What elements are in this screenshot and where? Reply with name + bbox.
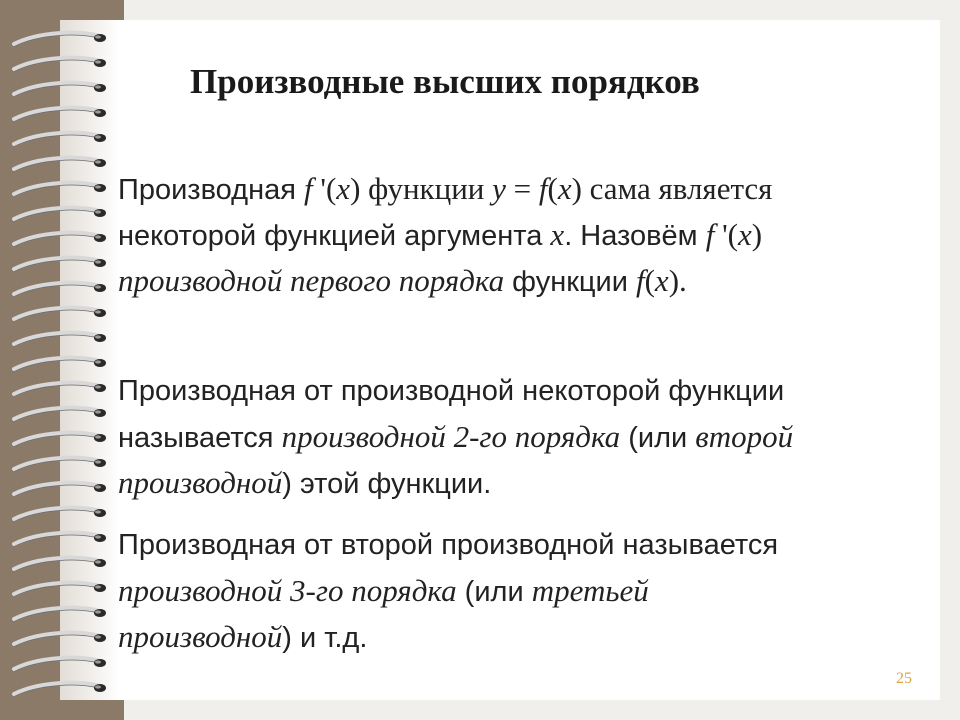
spiral-coil-icon: [14, 108, 106, 121]
spiral-binding-icon: [8, 24, 118, 700]
text-run: . Назовём: [564, 220, 706, 252]
emphasis-term: третьей: [531, 573, 649, 608]
spiral-coil-icon: [14, 133, 106, 146]
paragraph-line: [118, 460, 928, 506]
spiral-coil-icon: [14, 483, 106, 496]
paragraph-line: [118, 414, 928, 460]
text-run: ): [751, 217, 763, 252]
spiral-coil-icon: [14, 458, 106, 471]
paragraph-second-derivative: [118, 368, 928, 506]
paragraph-line: [118, 212, 928, 258]
paragraph-third-derivative: [118, 522, 928, 660]
spiral-coil-icon: [14, 583, 106, 596]
math-var: f: [304, 171, 313, 206]
spiral-coil-icon: [14, 608, 106, 621]
spiral-coil-icon: [14, 558, 106, 571]
spiral-coil-icon: [14, 283, 106, 296]
spiral-coil-icon: [14, 158, 106, 171]
paragraph-line: [118, 258, 928, 304]
math-var: x: [654, 263, 669, 298]
spiral-coil-icon: [14, 533, 106, 546]
spiral-coil-icon: [14, 308, 106, 321]
text-run: '(: [312, 171, 337, 206]
math-var: x: [737, 217, 752, 252]
slide-title: Производные высших порядков: [190, 62, 700, 101]
emphasis-term: производной 2-го порядка: [281, 419, 621, 454]
page-number: 25: [896, 670, 912, 687]
paragraph-first-derivative: [118, 166, 928, 304]
text-run: некоторой функцией аргумента: [118, 220, 551, 252]
text-run: =: [505, 171, 539, 206]
emphasis-term: производной первого порядка: [118, 263, 505, 298]
spiral-coil-icon: [14, 358, 106, 371]
spiral-coil-icon: [14, 408, 106, 421]
emphasis-term: производной: [118, 619, 283, 654]
text-run: ) функции: [350, 171, 493, 206]
math-var: f: [705, 217, 715, 252]
math-var: x: [336, 171, 351, 206]
text-run: (: [644, 263, 655, 298]
text-run: ).: [668, 263, 687, 298]
spiral-coil-icon: [14, 258, 106, 271]
emphasis-term: производной: [118, 465, 283, 500]
spiral-coil-icon: [14, 208, 106, 221]
spiral-coil-icon: [14, 333, 106, 346]
text-run: функции: [504, 266, 636, 298]
spiral-coil-icon: [14, 83, 106, 96]
spiral-coil-icon: [14, 683, 106, 696]
spiral-coil-icon: [14, 658, 106, 671]
paragraph-line: Производная от второй производной называется: [118, 529, 779, 561]
text-run: (или: [620, 422, 696, 454]
text-run: (или: [456, 576, 532, 608]
paragraph-line: [118, 166, 928, 212]
text-run: ) этой функции.: [282, 468, 492, 500]
paragraph-line: [118, 568, 928, 614]
text-run: ) и т.д.: [282, 622, 368, 654]
paragraph-line: Производная от производной некоторой функции: [118, 375, 785, 407]
math-var: x: [550, 217, 565, 252]
spiral-coil-icon: [14, 633, 106, 646]
text-run: '(: [714, 217, 738, 252]
emphasis-term: производной 3-го порядка: [118, 573, 457, 608]
spiral-coil-icon: [14, 58, 106, 71]
spiral-coil-icon: [14, 33, 106, 46]
spiral-coil-icon: [14, 183, 106, 196]
spiral-coil-icon: [14, 233, 106, 246]
math-var: f: [635, 263, 645, 298]
spiral-coil-icon: [14, 383, 106, 396]
paragraph-line: [118, 614, 928, 660]
text-run: называется: [118, 422, 282, 454]
spiral-coil-icon: [14, 433, 106, 446]
spiral-coil-icon: [14, 508, 106, 521]
text-run: ) сама является: [571, 171, 773, 206]
math-var: x: [557, 171, 572, 206]
text-run: (: [547, 171, 558, 206]
emphasis-term: второй: [695, 419, 794, 454]
text-run: Производная: [118, 174, 304, 206]
math-var: f: [538, 171, 548, 206]
math-var: y: [492, 171, 506, 206]
